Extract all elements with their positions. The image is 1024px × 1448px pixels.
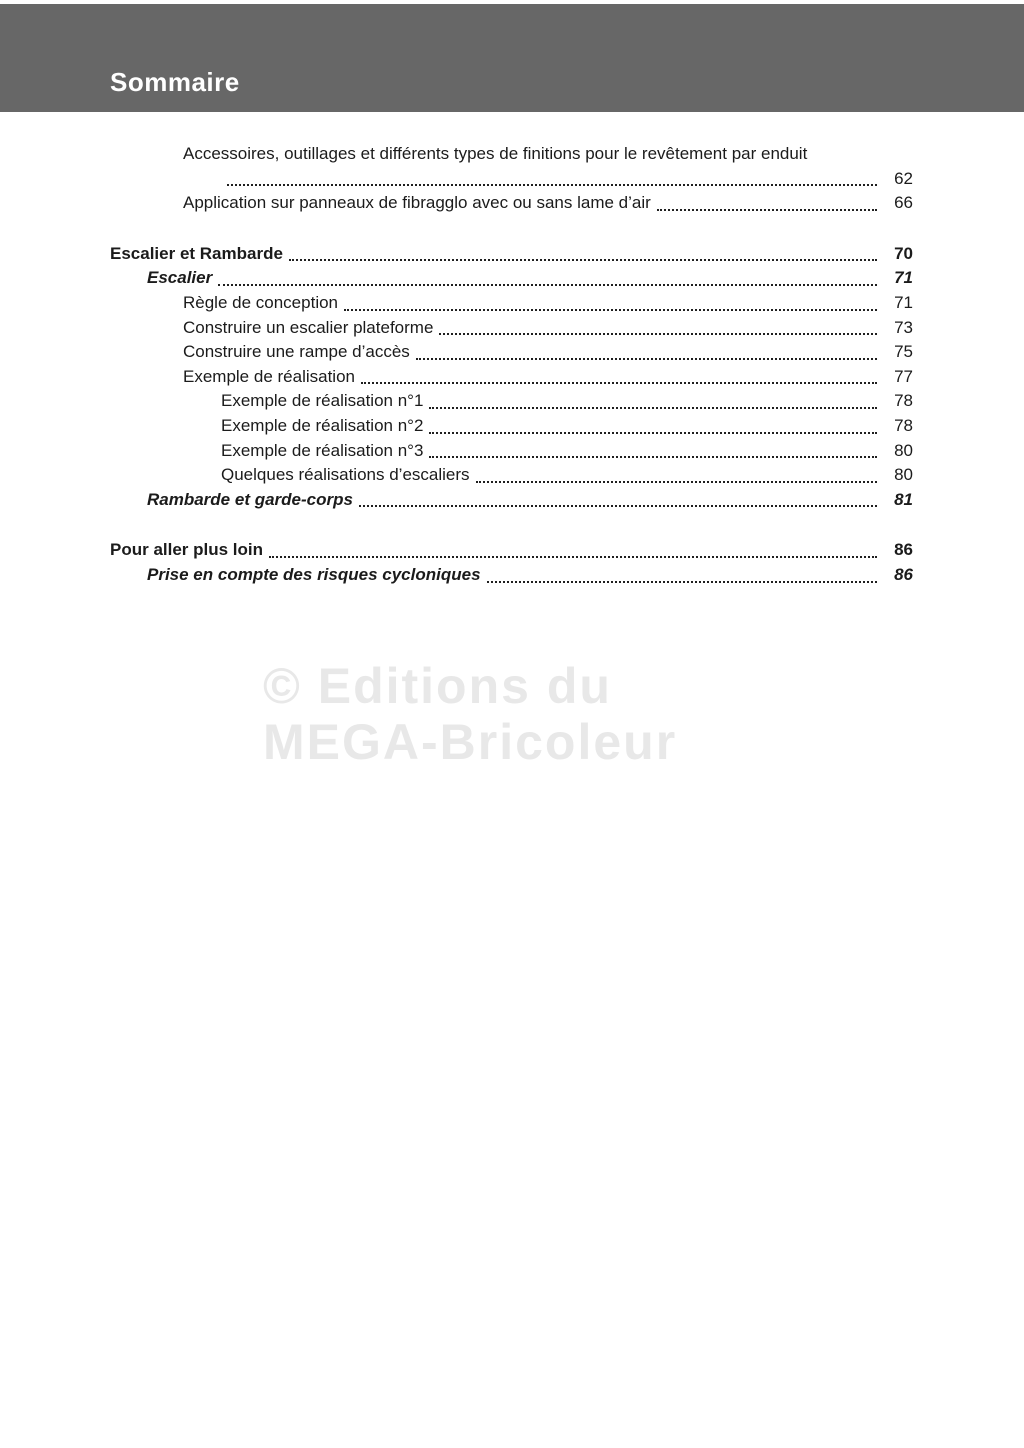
toc-entry-page: 66 bbox=[894, 193, 913, 213]
toc-entry-page: 80 bbox=[894, 465, 913, 485]
toc-entry-page: 81 bbox=[894, 489, 913, 509]
toc-entry bbox=[183, 316, 913, 341]
dot-leader bbox=[344, 309, 877, 311]
toc-entry-label: Rambarde et garde-corps bbox=[147, 489, 353, 509]
toc-entry-page: 71 bbox=[894, 268, 913, 288]
dot-leader bbox=[439, 333, 877, 335]
toc-entry bbox=[183, 142, 913, 167]
toc-entry-page: 62 bbox=[894, 168, 913, 188]
toc-entry bbox=[221, 414, 913, 439]
toc-entry-label: Exemple de réalisation n°1 bbox=[221, 391, 424, 411]
toc-section-gap bbox=[110, 512, 913, 538]
toc-entry-label: Quelques réalisations d’escaliers bbox=[221, 465, 470, 485]
toc-entry bbox=[147, 563, 913, 588]
toc-entry-page: 70 bbox=[894, 243, 913, 263]
table-of-contents bbox=[110, 142, 913, 588]
dot-leader bbox=[657, 209, 877, 211]
publisher-watermark bbox=[263, 658, 677, 770]
toc-entry bbox=[183, 365, 913, 390]
dot-leader bbox=[416, 358, 877, 360]
toc-entry-page: 80 bbox=[894, 440, 913, 460]
toc-entry bbox=[147, 266, 913, 291]
toc-entry-page: 77 bbox=[894, 366, 913, 386]
toc-entry-page: 86 bbox=[894, 564, 913, 584]
toc-entry bbox=[110, 538, 913, 563]
toc-entry-page: 71 bbox=[894, 292, 913, 312]
toc-entry-label: Exemple de réalisation bbox=[183, 366, 355, 386]
dot-leader bbox=[361, 382, 877, 384]
toc-entry-label: Règle de conception bbox=[183, 292, 339, 312]
toc-entry bbox=[110, 242, 913, 267]
dot-leader bbox=[429, 407, 877, 409]
toc-entry bbox=[221, 463, 913, 488]
toc-entry bbox=[221, 389, 913, 414]
dot-leader bbox=[476, 481, 877, 483]
dot-leader bbox=[289, 259, 877, 261]
toc-entry-label: Escalier bbox=[147, 268, 213, 288]
toc-entry bbox=[221, 439, 913, 464]
toc-entry bbox=[221, 167, 913, 192]
toc-entry-page: 86 bbox=[894, 540, 913, 560]
toc-entry bbox=[183, 291, 913, 316]
header-bar bbox=[0, 4, 1024, 112]
toc-entry-label: Exemple de réalisation n°3 bbox=[221, 440, 424, 460]
dot-leader bbox=[218, 284, 877, 286]
toc-entry-label: Accessoires, outillages et différents types de finitions pour le revêtement par enduit bbox=[183, 144, 808, 163]
toc-section-gap bbox=[110, 216, 913, 242]
toc-entry-page: 78 bbox=[894, 391, 913, 411]
toc-entry-label: Construire une rampe d’accès bbox=[183, 342, 410, 362]
toc-entry-label: Pour aller plus loin bbox=[110, 540, 264, 560]
toc-entry-label: Exemple de réalisation n°2 bbox=[221, 415, 424, 435]
dot-leader bbox=[359, 505, 877, 507]
toc-entry bbox=[147, 488, 913, 513]
toc-entry-label: Escalier et Rambarde bbox=[110, 243, 283, 263]
page-title: Sommaire bbox=[110, 67, 240, 97]
dot-leader bbox=[269, 556, 877, 558]
toc-entry bbox=[183, 191, 913, 216]
toc-entry-label: Prise en compte des risques cycloniques bbox=[147, 564, 481, 584]
dot-leader bbox=[429, 456, 877, 458]
toc-entry bbox=[183, 340, 913, 365]
dot-leader bbox=[487, 581, 877, 583]
watermark-line-1: © Editions du bbox=[263, 658, 612, 714]
dot-leader bbox=[227, 184, 877, 186]
toc-entry-label: Application sur panneaux de fibragglo avec ou sans lame d’air bbox=[183, 193, 651, 213]
toc-entry-page: 73 bbox=[894, 317, 913, 337]
watermark-line-2: MEGA-Bricoleur bbox=[263, 714, 678, 770]
toc-entry-page: 78 bbox=[894, 415, 913, 435]
toc-entry-label: Construire un escalier plateforme bbox=[183, 317, 434, 337]
toc-entry-page: 75 bbox=[894, 342, 913, 362]
dot-leader bbox=[429, 432, 877, 434]
